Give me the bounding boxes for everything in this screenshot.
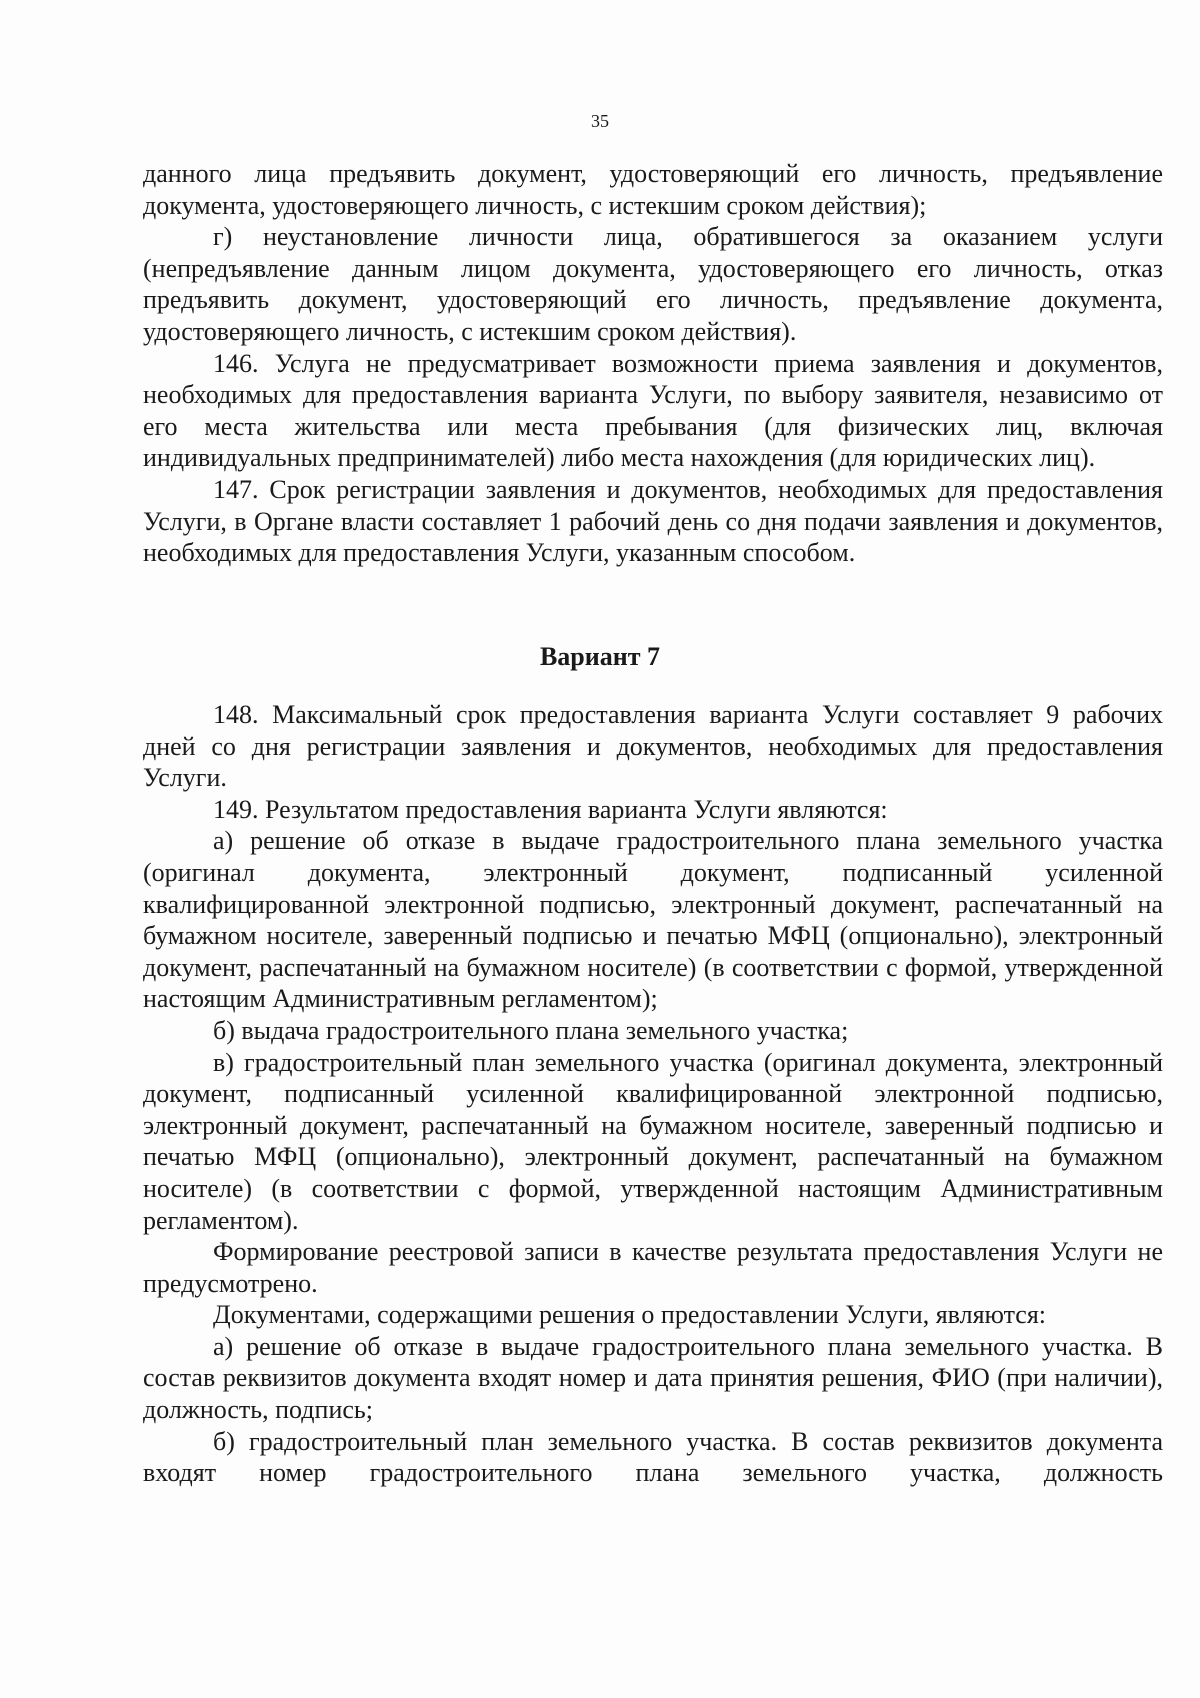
section-heading: Вариант 7 <box>539 642 661 671</box>
paragraph-result-a: а) решение об отказе в выдаче градостроительного плана земельного участка (оригинал документа, электронный документ, подписанный усиленной квалифицированной электронной подписью, электронный документ, распечатанный на бумажном носителе, заверенный подписью и печатью МФЦ (опционально), электронный документ, распечатанный на бумажном носителе) (в соответствии с формой, утвержденной настоящим Административным регламентом); <box>143 826 1163 1014</box>
paragraph-146: 146. Услуга не предусматривает возможности приема заявления и документов, необходимых для предоставления варианта Услуги, по выбору заявителя, независимо от его места жительства или места пребывания (для физических лиц, включая индивидуальных предпринимателей) либо места нахождения (для юридических лиц). <box>143 348 1163 473</box>
paragraph-149: 149. Результатом предоставления варианта Услуги являются: <box>213 794 888 824</box>
variant-text-block <box>143 699 1163 1489</box>
paragraph-decision-documents: Документами, содержащими решения о предоставлении Услуги, являются: <box>213 1300 1047 1330</box>
paragraph-result-v: в) градостроительный план земельного участка (оригинал документа, электронный документ, подписанный усиленной квалифицированной электронной подписью, электронный документ, распечатанный на бумажном носителе, заверенный подписью и печатью МФЦ (опционально), электронный документ, распечатанный на бумажном носителе) (в соответствии с формой, утвержденной настоящим Административным регламентом). <box>143 1047 1163 1235</box>
paragraph-result-b: б) выдача градостроительного плана земельного участка; <box>213 1015 849 1045</box>
page-number: 35 <box>591 111 609 131</box>
paragraph-decision-a: а) решение об отказе в выдаче градостроительного плана земельного участка. В состав реквизитов документа входят номер и дата принятия решения, ФИО (при наличии), должность, подпись; <box>143 1331 1163 1425</box>
paragraph-148: 148. Максимальный срок предоставления варианта Услуги составляет 9 рабочих дней со дня регистрации заявления и документов, необходимых для предоставления Услуги. <box>143 700 1163 793</box>
top-text-block <box>143 158 1163 569</box>
paragraph-registry-record: Формирование реестровой записи в качестве результата предоставления Услуги не предусмотрено. <box>143 1237 1163 1298</box>
paragraph-item-g: г) неустановление личности лица, обратившегося за оказанием услуги (непредъявление данным лицом документа, удостоверяющего его личность, отказ предъявить документ, удостоверяющий его личность, предъявление документа, удостоверяющего личность, с истекшим сроком действия). <box>143 222 1163 346</box>
paragraph-continuation: данного лица предъявить документ, удостоверяющий его личность, предъявление документа, удостоверяющего личность, с истекшим сроком действия); <box>143 159 1163 220</box>
paragraph-147: 147. Срок регистрации заявления и документов, необходимых для предоставления Услуги, в Органе власти составляет 1 рабочий день со дня подачи заявления и документов, необходимых для предоставления Услуги, указанным способом. <box>143 474 1163 568</box>
paragraph-decision-b: б) градостроительный план земельного участка. В состав реквизитов документа входят номер градостроительного плана земельного участка, должность <box>143 1426 1163 1488</box>
